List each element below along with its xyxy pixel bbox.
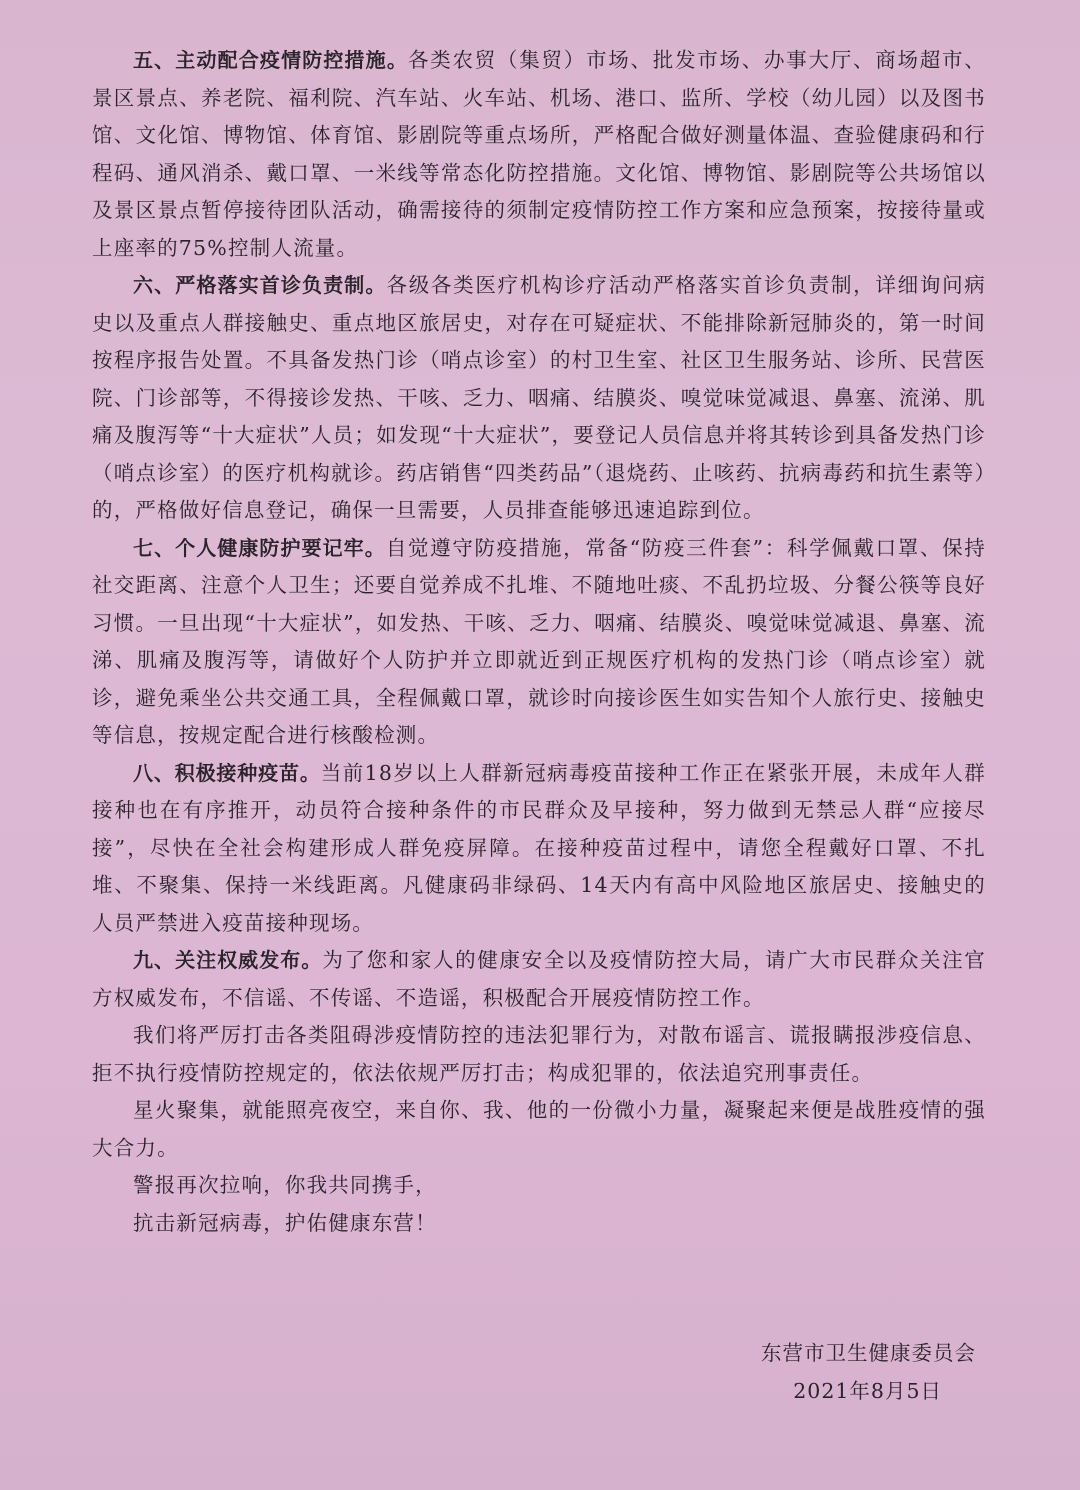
section-text: 为了您和家人的健康安全以及疫情防控大局，请广大市民群众关注官方权威发布，不信谣、不传谣、不造谣，积极配合开展疫情防控工作。 bbox=[92, 948, 987, 1010]
section-text: 当前18岁以上人群新冠病毒疫苗接种工作正在紧张开展，未成年人群接种也在有序推开，动员符合接种条件的市民群众及早接种，努力做到无禁忌人群“应接尽接”，尽快在全社会构建形成人群免疫屏障。在接种疫苗过程中，请您全程戴好口罩、不扎堆、不聚集、保持一米线距离。凡健康码非绿码、14天内有高中风险地区旅居史、接触史的人员严禁进入疫苗接种现场。 bbox=[92, 760, 986, 935]
closing-line-2: 抗击新冠病毒，护佑健康东营！ bbox=[133, 1210, 437, 1235]
closing-line-1: 警报再次拉响，你我共同携手， bbox=[133, 1173, 437, 1197]
signature-block bbox=[761, 1334, 976, 1410]
section-five bbox=[92, 42, 986, 267]
section-seven bbox=[92, 530, 986, 755]
section-six bbox=[92, 267, 986, 530]
section-heading: 八、积极接种疫苗。 bbox=[133, 760, 321, 785]
document-body bbox=[92, 42, 986, 1242]
section-heading: 五、主动配合疫情防控措施。 bbox=[133, 48, 408, 72]
section-text: 各级各类医疗机构诊疗活动严格落实首诊负责制，详细询问病史以及重点人群接触史、重点地区旅居史，对存在可疑症状、不能排除新冠肺炎的，第一时间按程序报告处置。不具备发热门诊（哨点诊室）的村卫生室、社区卫生服务站、诊所、民营医院、门诊部等，不得接诊发热、干咳、乏力、咽痛、结膜炎、嗅觉味觉减退、鼻塞、流涕、肌痛及腹泻等“十大症状”人员；如发现“十大症状”，要登记人员信息并将其转诊到具备发热门诊（哨点诊室）的医疗机构就诊。药店销售“四类药品”（退烧药、止咳药、抗病毒药和抗生素等）的，严格做好信息登记，确保一旦需要，人员排查能够迅速追踪到位。 bbox=[92, 273, 986, 522]
section-heading: 七、个人健康防护要记牢。 bbox=[133, 535, 386, 560]
section-text: 自觉遵守防疫措施，常备“防疫三件套”：科学佩戴口罩、保持社交距离、注意个人卫生；还要自觉养成不扎堆、不随地吐痰、不乱扔垃圾、分餐公筷等良好习惯。一旦出现“十大症状”，如发热、干咳、乏力、咽痛、结膜炎、嗅觉味觉减退、鼻塞、流涕、肌痛及腹泻等，请做好个人防护并立即就近到正规医疗机构的发热门诊（哨点诊室）就诊，避免乘坐公共交通工具，全程佩戴口罩，就诊时向接诊医生如实告知个人旅行史、接触史等信息，按规定配合进行核酸检测。 bbox=[92, 535, 986, 747]
section-heading: 九、关注权威发布。 bbox=[133, 948, 323, 972]
section-nine bbox=[92, 942, 986, 1017]
section-eight bbox=[92, 755, 986, 943]
section-heading: 六、严格落实首诊负责制。 bbox=[133, 273, 387, 297]
crackdown-paragraph: 我们将严厉打击各类阻碍涉疫情防控的违法犯罪行为，对散布谣言、谎报瞒报涉疫信息、拒不执行疫情防控规定的，依法依规严厉打击；构成犯罪的，依法追究刑事责任。 bbox=[92, 1023, 986, 1085]
issue-date: 2021年8月5日 bbox=[793, 1379, 942, 1403]
section-text: 各类农贸（集贸）市场、批发市场、办事大厅、商场超市、景区景点、养老院、福利院、汽车站、火车站、机场、港口、监所、学校（幼儿园）以及图书馆、文化馆、博物馆、体育馆、影剧院等重点场所，严格配合做好测量体温、查验健康码和行程码、通风消杀、戴口罩、一米线等常态化防控措施。文化馆、博物馆、影剧院等公共场馆以及景区景点暂停接待团队活动，确需接待的须制定疫情防控工作方案和应急预案，按接待量或上座率的75%控制人流量。 bbox=[92, 48, 986, 260]
issuing-organization: 东营市卫生健康委员会 bbox=[761, 1341, 976, 1365]
unity-paragraph: 星火聚集，就能照亮夜空，来自你、我、他的一份微小力量，凝聚起来便是战胜疫情的强大合力。 bbox=[92, 1098, 986, 1160]
